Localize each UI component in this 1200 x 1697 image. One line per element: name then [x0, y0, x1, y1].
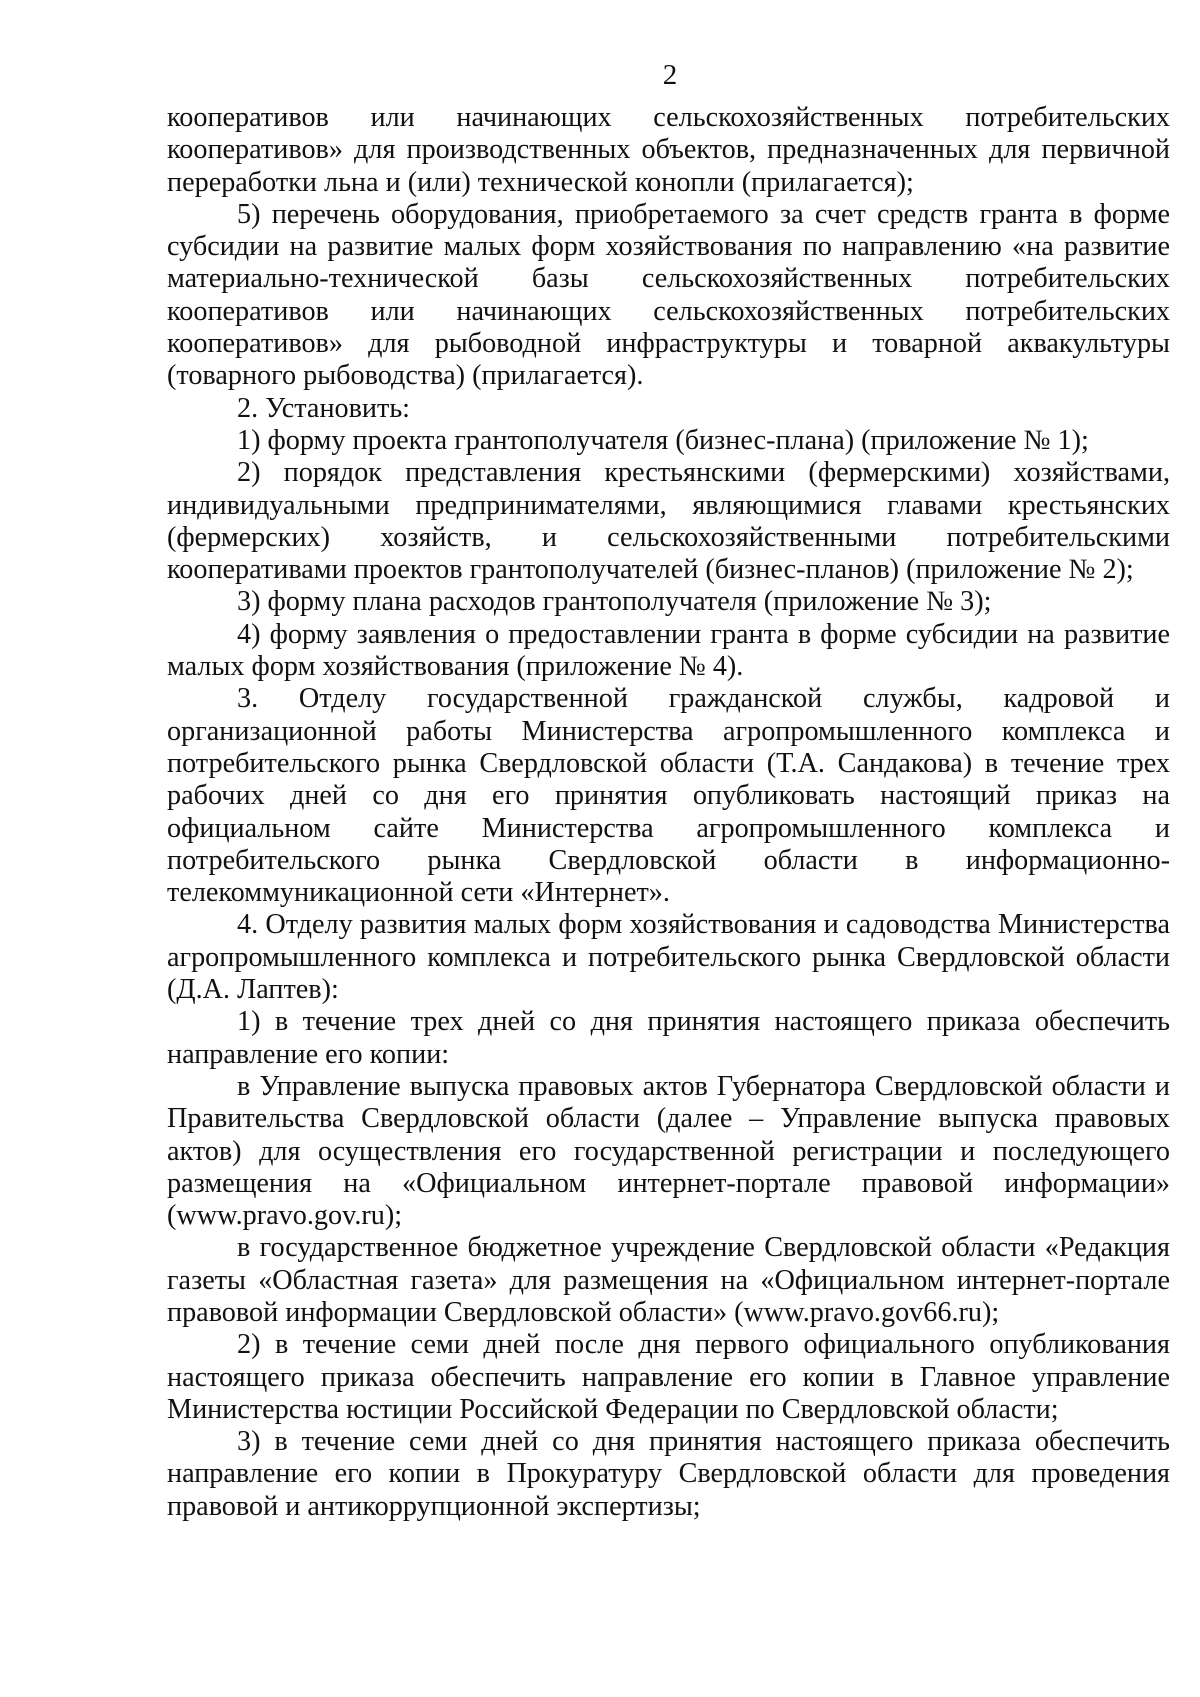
paragraph-4-1-a: в Управление выпуска правовых актов Губернатора Свердловской области и Правительства Свердловской области (далее – Управление выпуска правовых актов) для осуществления его государственной регистрации и последующего размещения на «Официальном интернет-портале правовой информации» (www.pravo.gov.ru);	[167, 1070, 1170, 1232]
paragraph-item-5: 5) перечень оборудования, приобретаемого за счет средств гранта в форме субсидии на развитие малых форм хозяйствования по направлению «на развитие материально-технической базы сельскохозяйственных потребительских кооперативов или начинающих сельскохозяйственных потребительских кооперативов» для рыбоводной инфраструктуры и товарной аквакультуры (товарного рыбоводства) (прилагается).	[167, 198, 1170, 392]
paragraph-2-2: 2) порядок представления крестьянскими (фермерскими) хозяйствами, индивидуальными предпринимателями, являющимися главами крестьянских (фермерских) хозяйств, и сельскохозяйственными потребительскими кооперативами проектов грантополучателей (бизнес-планов) (приложение № 2);	[167, 457, 1170, 586]
paragraph-section-4: 4. Отделу развития малых форм хозяйствования и садоводства Министерства агропромышленного комплекса и потребительского рынка Свердловской области (Д.А. Лаптев):	[167, 909, 1170, 1006]
paragraph-section-3: 3. Отделу государственной гражданской службы, кадровой и организационной работы Министерства агропромышленного комплекса и потребительского рынка Свердловской области (Т.А. Сандакова) в течение трех рабочих дней со дня его принятия опубликовать настоящий приказ на официальном сайте Министерства агропромышленного комплекса и потребительского рынка Свердловской области в информационно-телекоммуникационной сети «Интернет».	[167, 683, 1170, 909]
paragraph-section-2: 2. Установить:	[237, 392, 411, 424]
paragraph-continuation: кооперативов или начинающих сельскохозяйственных потребительских кооперативов» для производственных объектов, предназначенных для первичной переработки льна и (или) технической конопли (прилагается);	[167, 102, 1170, 198]
document-body	[167, 102, 1170, 1523]
paragraph-2-3: 3) форму плана расходов грантополучателя (приложение № 3);	[237, 586, 992, 618]
paragraph-2-1: 1) форму проекта грантополучателя (бизнес-плана) (приложение № 1);	[237, 424, 1089, 456]
paragraph-2-4: 4) форму заявления о предоставлении гранта в форме субсидии на развитие малых форм хозяйствования (приложение № 4).	[167, 618, 1170, 683]
page-number: 2	[662, 59, 678, 91]
paragraph-4-1: 1) в течение трех дней со дня принятия настоящего приказа обеспечить направление его копии:	[167, 1006, 1170, 1070]
paragraph-4-3: 3) в течение семи дней со дня принятия настоящего приказа обеспечить направление его копии в Прокуратуру Свердловской области для проведения правовой и антикоррупционной экспертизы;	[167, 1426, 1170, 1522]
paragraph-4-2: 2) в течение семи дней после дня первого официального опубликования настоящего приказа обеспечить направление его копии в Главное управление Министерства юстиции Российской Федерации по Свердловской области;	[167, 1329, 1170, 1425]
paragraph-4-1-b: в государственное бюджетное учреждение Свердловской области «Редакция газеты «Областная газета» для размещения на «Официальном интернет-портале правовой информации Свердловской области» (www.pravo.gov66.ru);	[167, 1232, 1170, 1328]
